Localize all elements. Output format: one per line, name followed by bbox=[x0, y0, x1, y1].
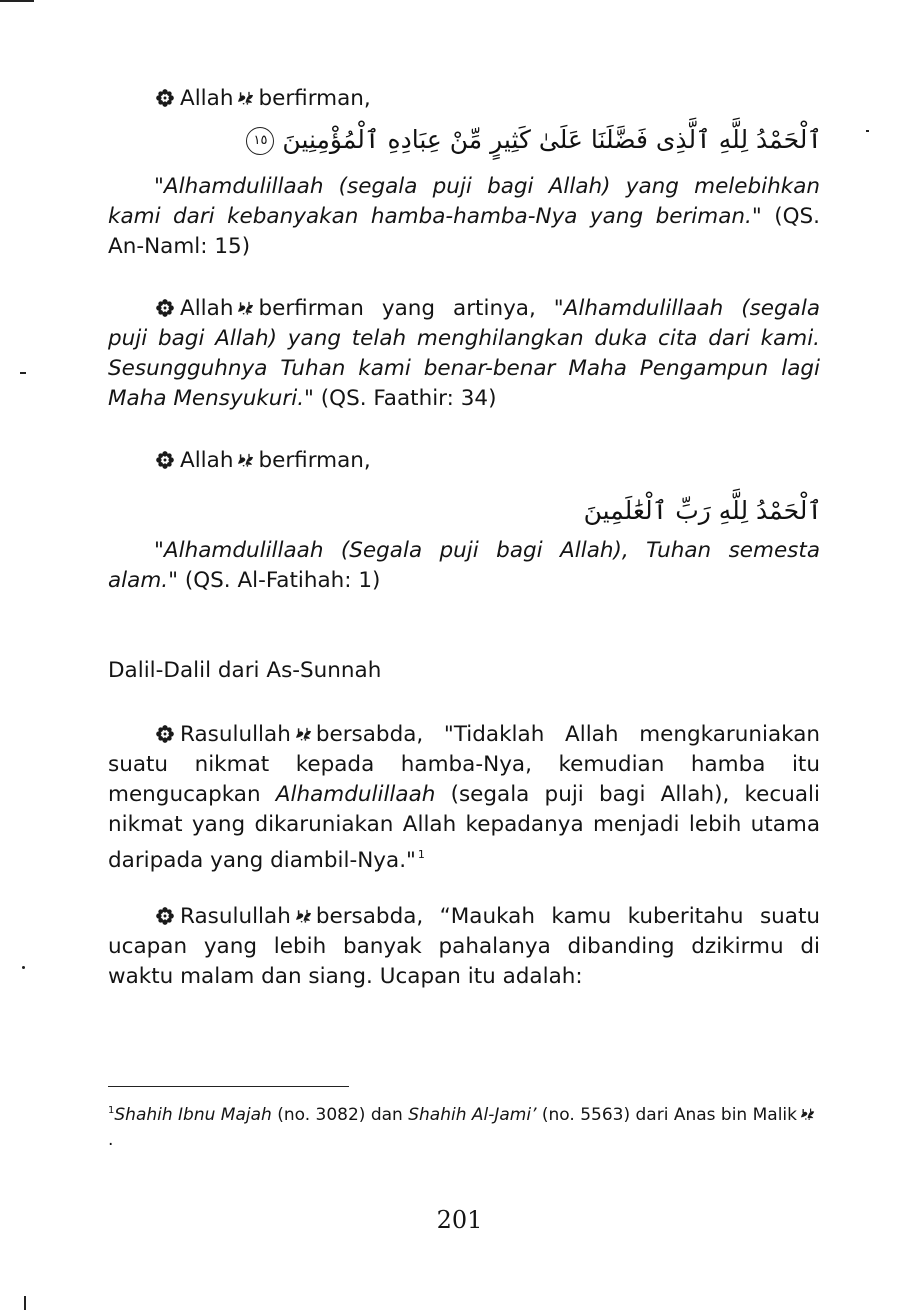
honorific-icon bbox=[237, 91, 254, 105]
intro-allah: Allah bbox=[180, 86, 234, 111]
footnote-text-1: (no. 3082) dan bbox=[271, 1105, 409, 1125]
arabic-verse-an-naml bbox=[253, 122, 822, 158]
hadith2-text: bersabda, “Maukah kamu kuberitahu suatu ucapan yang lebih banyak pahalanya dibanding dzikirmu di waktu malam dan siang. Ucapan itu adalah: bbox=[108, 904, 820, 989]
ayah-number-marker: ١٥ bbox=[246, 127, 274, 155]
scan-dot-mark bbox=[22, 966, 25, 969]
footnote-marker: 1 bbox=[108, 1105, 115, 1116]
translation-text: "Alhamdulillaah (segala puji bagi Allah) yang melebihkan kami dari kebanyakan hamba-hamba-Nya yang beriman." bbox=[108, 174, 820, 229]
honorific-icon bbox=[295, 909, 312, 923]
intro-berfirman: berfirman, bbox=[258, 448, 371, 473]
arabic-text: ٱلْحَمْدُ لِلَّهِ ٱلَّذِى فَضَّلَنَا عَلَىٰ كَثِيرٍ مِّنْ عِبَادِهِ ٱلْمُؤْمِنِينَ bbox=[282, 125, 822, 154]
translation-an-naml bbox=[108, 172, 820, 262]
p2-text: berfirman yang artinya, bbox=[258, 296, 554, 321]
hadith1-rasulullah: Rasulullah bbox=[180, 722, 291, 747]
hadith1-text: bersabda, "Tidaklah Allah mengkaruniakan suatu nikmat kepada hamba-Nya, kemudian hamba itu mengucapkan bbox=[108, 722, 820, 807]
intro-allah: Allah bbox=[180, 448, 234, 473]
honorific-icon bbox=[800, 1108, 815, 1120]
scan-edge-mark bbox=[0, 0, 34, 2]
footnote-text-2: (no. 5563) dari Anas bin Malik bbox=[536, 1105, 797, 1125]
p2-reference: (QS. Faathir: 34) bbox=[313, 386, 497, 411]
footnote-source-2: Shahih Al-Jami’ bbox=[408, 1105, 537, 1125]
p2-translation: "Alhamdulillaah (segala puji bagi Allah) yang telah menghilangkan duka cita dari kami. Sesungguhnya Tuhan kami benar-benar Maha Pengampun lagi Maha Mensyukuri." bbox=[108, 296, 820, 411]
footnote-divider bbox=[108, 1086, 349, 1087]
hadith1-text-end: (segala puji bagi Allah), kecuali nikmat yang dikaruniakan Allah kepadanya menjadi lebih utama daripada yang diambil-Nya." bbox=[108, 782, 820, 873]
section-heading: Dalil-Dalil dari As-Sunnah bbox=[108, 658, 382, 683]
arabic-verse-al-fatihah bbox=[522, 493, 822, 529]
scan-dot-mark bbox=[866, 130, 869, 132]
flower-bullet-icon bbox=[156, 451, 174, 469]
paragraph-faathir bbox=[108, 294, 820, 414]
scan-edge-mark bbox=[24, 1296, 26, 1310]
quran-reference: (QS. An-Naml: 15) bbox=[108, 204, 820, 259]
footnote: $^1$Shahih Ibnu Majah (no. 3082) dan Shahih Al-Jami’ (no. 5563) dari Anas bin Malik. bbox=[108, 1098, 820, 1153]
flower-bullet-icon bbox=[156, 299, 174, 317]
arabic-text: ٱلْحَمْدُ لِلَّهِ رَبِّ ٱلْعَٰلَمِينَ bbox=[583, 496, 822, 525]
hadith-paragraph-1 bbox=[108, 720, 820, 876]
translation-text: "Alhamdulillaah (Segala puji bagi Allah), Tuhan semesta alam." bbox=[108, 538, 820, 593]
honorific-icon bbox=[237, 301, 254, 315]
p2-allah: Allah bbox=[180, 296, 234, 321]
hadith1-italic: Alhamdulillaah bbox=[275, 782, 436, 807]
intro-berfirman: berfirman, bbox=[258, 86, 371, 111]
footnote-reference[interactable]: 1 bbox=[417, 848, 425, 861]
page-number: 201 bbox=[436, 1206, 483, 1234]
honorific-icon bbox=[295, 727, 312, 741]
honorific-icon bbox=[237, 453, 254, 467]
flower-bullet-icon bbox=[156, 907, 174, 925]
flower-bullet-icon bbox=[156, 725, 174, 743]
hadith-paragraph-2 bbox=[108, 902, 820, 992]
translation-al-fatihah bbox=[108, 536, 820, 596]
scan-dash-mark bbox=[20, 372, 26, 374]
quran-reference: (QS. Al-Fatihah: 1) bbox=[178, 568, 381, 593]
allah-firman-intro-3 bbox=[108, 446, 820, 476]
footnote-source-1: Shahih Ibnu Majah bbox=[114, 1105, 272, 1125]
flower-bullet-icon bbox=[156, 89, 174, 107]
hadith2-rasulullah: Rasulullah bbox=[180, 904, 291, 929]
allah-firman-intro-1 bbox=[108, 84, 820, 114]
